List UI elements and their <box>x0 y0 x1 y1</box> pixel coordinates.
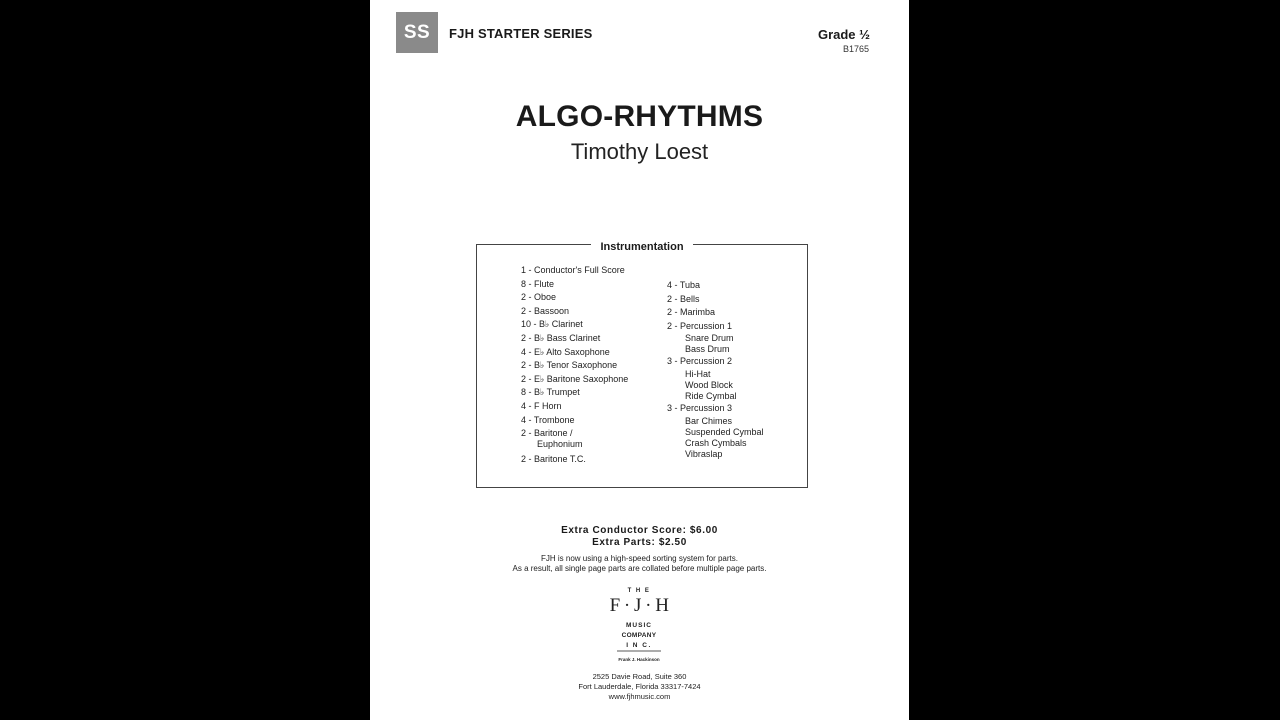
instrument-item: 2 - E♭ Baritone Saxophone <box>521 373 629 384</box>
instrument-list-right <box>667 279 764 460</box>
instrument-item: 3 - Percussion 3 <box>667 402 733 413</box>
instrument-item: 2 - Bassoon <box>521 305 570 316</box>
note-line: FJH is now using a high-speed sorting system for parts. <box>541 554 738 563</box>
instrument-list-left <box>521 264 628 466</box>
pricing-block <box>370 525 909 549</box>
instrument-item: 2 - Bells <box>667 293 700 304</box>
svg-text:MUSIC: MUSIC <box>626 622 652 629</box>
instrument-item: 10 - B♭ Clarinet <box>521 319 583 330</box>
parts-price: Extra Parts: $2.50 <box>592 537 687 548</box>
publisher-website: www.fjhmusic.com <box>608 692 671 701</box>
series-badge: SS <box>396 12 438 53</box>
grade-label: Grade ½ <box>817 27 870 42</box>
publisher-address <box>370 672 909 702</box>
score-cover-page <box>370 0 909 720</box>
sorting-note <box>370 554 909 574</box>
instrument-item: 2 - Oboe <box>521 292 557 303</box>
series-name: FJH STARTER SERIES <box>449 26 593 41</box>
instrument-item: 4 - E♭ Alto Saxophone <box>521 346 610 357</box>
instrument-item: 2 - B♭ Bass Clarinet <box>521 332 601 343</box>
address-city: Fort Lauderdale, Florida 33317-7424 <box>578 682 701 691</box>
instrumentation-heading: Instrumentation <box>477 237 807 255</box>
instrument-subitem: Suspended Cymbal <box>685 426 764 437</box>
instrument-item: 2 - Baritone / <box>521 428 573 439</box>
address-street: 2525 Davie Road, Suite 360 <box>592 672 687 681</box>
instrument-item: 3 - Percussion 2 <box>667 356 733 367</box>
instrument-subitem: Vibraslap <box>685 448 723 459</box>
instrument-subitem: Bar Chimes <box>685 415 733 426</box>
svg-text:Frank J. Hackinson: Frank J. Hackinson <box>618 657 660 662</box>
instrument-subitem: Wood Block <box>685 379 733 390</box>
svg-text:F · J · H: F · J · H <box>609 595 669 616</box>
svg-text:I N C.: I N C. <box>626 642 652 649</box>
composer-name: Timothy Loest <box>570 139 709 164</box>
instrument-item: 2 - Percussion 1 <box>667 320 733 331</box>
instrument-item: 1 - Conductor's Full Score <box>521 265 625 275</box>
instrument-item: 4 - Tuba <box>667 280 701 290</box>
instrument-item: 2 - Baritone T.C. <box>521 453 586 464</box>
instrument-subitem: Bass Drum <box>685 344 730 355</box>
instrument-item: 4 - Trombone <box>521 414 575 425</box>
svg-text:COMPANY: COMPANY <box>621 632 657 639</box>
instrument-item: 2 - B♭ Tenor Saxophone <box>521 360 618 371</box>
instrument-subitem: Snare Drum <box>685 333 734 344</box>
instrumentation-box <box>476 241 808 488</box>
instrument-subitem: Hi-Hat <box>685 368 711 379</box>
svg-text:T H E: T H E <box>627 588 651 594</box>
conductor-score-price: Extra Conductor Score: $6.00 <box>561 525 718 536</box>
catalog-number: B1765 <box>842 44 869 54</box>
instrument-item: 4 - F Horn <box>521 400 562 411</box>
piece-title: ALGO-RHYTHMS <box>515 100 764 133</box>
note-line: As a result, all single page parts are collated before multiple page parts. <box>512 564 767 573</box>
instrument-item: 8 - Flute <box>521 278 555 289</box>
instrument-subitem: Ride Cymbal <box>685 390 737 401</box>
fjh-logo <box>609 585 669 665</box>
instrument-item: 8 - B♭ Trumpet <box>521 387 580 398</box>
instrument-item: 2 - Marimba <box>667 307 716 318</box>
instrument-subitem: Crash Cymbals <box>685 437 747 448</box>
instrument-item-continuation: Euphonium <box>537 438 583 449</box>
